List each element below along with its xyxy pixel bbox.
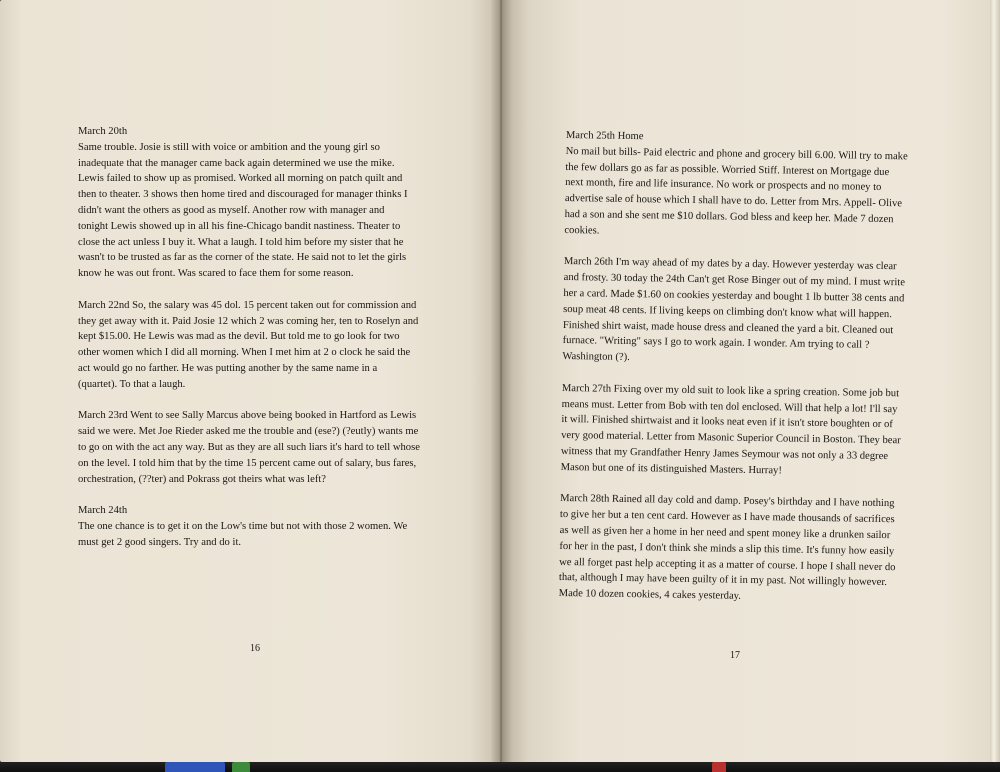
right-page [500, 0, 992, 762]
strip-mark-green [232, 762, 250, 772]
page-number-left: 16 [250, 643, 260, 654]
entry-march-22: March 22nd So, the salary was 45 dol. 15 percent taken out for commission and they get away with it. Paid Josie 12 which 2 was coming her, ten to Roselyn and kept $15.00. He Lewis was mad as the devil. But told me to go look for two other women which I did all morning. When I met him at 2 o clock he said the act would go no farther. He was putting another by the same name in a (quartet). To that a laugh. [78, 299, 419, 390]
entry-march-27: March 27th Fixing over my old suit to look like a spring creation. Some job but means must. Letter from Bob with ten dol enclosed. Will that help a lot! I'll say it will. Finished shirtwaist and it looks neat even if it isn't store boughten or of very good material. Letter from Masonic Superior Council in Boston. They bear witness that my Grandfather Henry James Seymour was not only a 33 degree Mason but one of its distinguished Masters. Hurray! [560, 382, 901, 477]
entry-march-26: March 26th I'm way ahead of my dates by a day. However yesterday was clear and frosty. 30 today the 24th Can't get Rose Binger out of my mind. I must write her a card. Made $1.60 on cookies yesterday and bought 1 lb butter 38 cents and soup meat 48 cents. If living keeps on climbing don't know what will happen. Finished shirt waist, made house dress and cleaned the yard a bit. Cleaned out furnace. "Writing" says I go to work again. I wonder. Am trying to call ? Washington (?). [562, 256, 906, 364]
left-page [0, 0, 500, 762]
strip-mark-blue [165, 762, 225, 772]
page-edge [990, 0, 1000, 762]
strip-mark-red [712, 762, 726, 772]
right-page-text [558, 128, 926, 623]
entry-march-28: March 28th Rained all day cold and damp. Posey's birthday and I have nothing to give her but a ten cent card. However as I have made thousands of sacrifices as well as given her a home in her need and spent money like a drunken sailor for her in the past, I don't think she minds a slip this time. It's funny how easily we all forget past help accepting it as a matter of course. I hope I shall never do that, although I may have been guilty of it in my past. Not willingly however. Made 10 dozen cookies, 4 cakes yesterday. [558, 493, 896, 602]
entry-march-20: March 20th Same trouble. Josie is still with voice or ambition and the young girl so inadequate that the manager came back again determined we use the mike. Lewis failed to show up as promised. Worked all morning on patch quilt and then to theater. 3 shows then home tired and discouraged for manager thinks I didn't want the others as good as myself. Another row with manager and tonight Lewis showed up in all his fine-Chicago bandit nastiness. Theater to close the act unless I buy it. What a laugh. I told him before my sister that he wasn't to be trusted as far as the corner of the state. He said not to let the girls know he was out front. Was scared to face them for some reason. [78, 126, 408, 280]
entry-march-23: March 23rd Went to see Sally Marcus above being booked in Hartford as Lewis said we were. Met Joe Rieder asked me the trouble and (ese?) (?eutly) wants me to go on with the act any way. But as they are all such liars it's hard to tell whose on the level. I told him that by the time 15 percent came out of salary, bus fares, orchestration, (??ter) and Pokrass got theirs what was left? [78, 410, 420, 485]
entry-march-24: March 24th The one chance is to get it on the Low's time but not with those 2 women. We must get 2 good singers. Try and do it. [78, 505, 408, 548]
page-number-right: 17 [730, 650, 740, 661]
left-page-text [78, 124, 440, 566]
entry-march-25: March 25th Home No mail but bills- Paid electric and phone and grocery bill 6.00. Will try to make the few dollars go as far as possible. Worried Stiff. Interest on Mortgage due next month, fire and life insurance. No work or prospects and no money to advertise sale of house which I shall have to do. Letter from Mrs. Appell- Olive had a son and she sent me $10 dollars. God bless and keep her. Made 7 dozen cookies. [564, 129, 908, 237]
book-gutter [490, 0, 512, 762]
